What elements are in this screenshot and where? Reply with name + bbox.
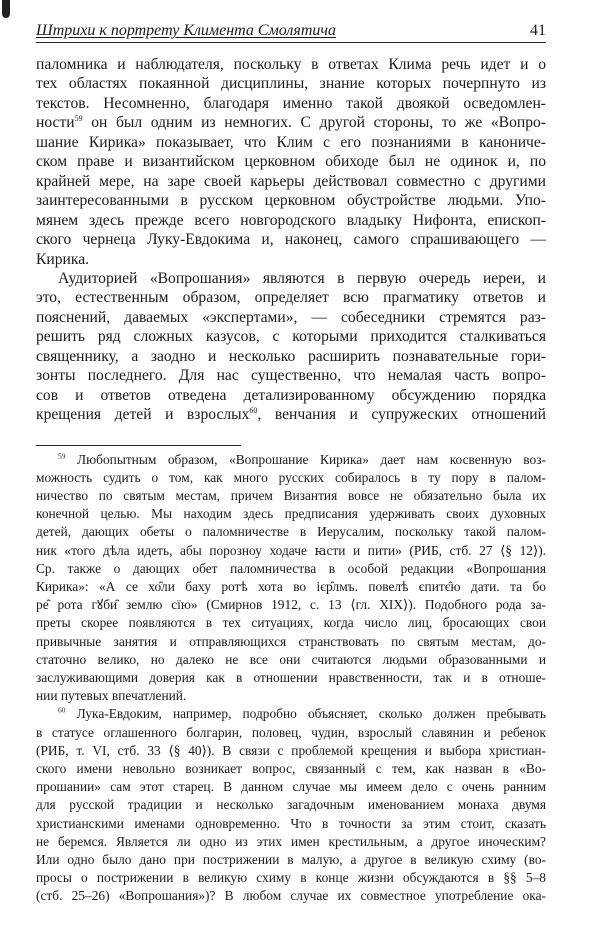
- text-line: [36, 687, 546, 705]
- text-line: [36, 505, 546, 523]
- text-segment: крайней мере, на заре своей карьеры действовал совместно с другими: [36, 172, 546, 190]
- text-segment: статочно велико, но далеко не все они считаются людьми образованными и: [36, 651, 546, 667]
- text-line: [36, 614, 546, 632]
- text-line: [36, 578, 546, 596]
- text-line: [36, 887, 546, 905]
- text-segment: священнику, а заодно и несколько расширить познавательные гори-: [36, 347, 546, 365]
- text-line: [36, 55, 546, 74]
- text-segment: тех областях покаянной дисциплины, знание которых почерпнуто из: [36, 75, 546, 93]
- text-line: [36, 74, 546, 93]
- text-line: [36, 386, 546, 405]
- text-line: [36, 451, 546, 469]
- text-segment: ник «того дѣла идеть, абы порозноу ходаче ꙗсти и пити» (РИБ, стб. 27 ⟨§ 12⟩).: [36, 542, 546, 558]
- text-line: [36, 560, 546, 578]
- text-segment: Лука-Евдоким, например, подробно объясняет, сколько должен пребывать: [65, 706, 546, 722]
- text-segment: ре̑ рота гꙋби̑ землю сїю» (Смирнов 1912, с. 13 ⟨гл. XIX⟩). Подобного рода за-: [36, 597, 546, 613]
- text-line: [36, 191, 546, 210]
- text-segment: крещения детей и взрослых: [36, 406, 250, 424]
- text-line: [36, 724, 546, 742]
- text-segment: нии путевых впечатлений.: [36, 688, 187, 704]
- text-segment: ском праве и византийском церковном обиходе был не одинок и, по: [36, 153, 546, 171]
- text-segment: ничество по святым местам, причем Византия вовсе не обязательно была их: [36, 488, 546, 504]
- text-segment: заинтересованными в русском церковном обустройстве людьми. Упо-: [36, 192, 546, 210]
- text-segment: просы о пострижении в великую схиму в конце жизни обсуждаются в §§ 5–8: [36, 870, 546, 886]
- text-line: [36, 469, 546, 487]
- text-line: [36, 542, 546, 560]
- footnote-marker: 60: [58, 705, 66, 715]
- text-segment: заслуживающими доверия как в отношении нравственности, так и в отноше-: [36, 670, 546, 686]
- text-segment: (стб. 25–26) «Вопрошания»)? В любом случае их совместное употребление ока-: [36, 888, 546, 904]
- text-line: [36, 288, 546, 307]
- text-line: [36, 778, 546, 796]
- text-segment: пояснений, даваемых «экспертами», — собеседники стремятся раз-: [36, 308, 546, 326]
- text-line: [36, 742, 546, 760]
- text-segment: ности: [36, 114, 75, 132]
- text-line: [36, 211, 546, 230]
- text-segment: сов и ответов отведена детализированному обсуждению порядка: [36, 386, 546, 404]
- text-segment: зонты последнего. Для нас существенно, что немалая часть вопро-: [36, 367, 546, 385]
- text-segment: прошании» сам этот старец. В данном случае мы имеем дело с очень ранним: [36, 779, 546, 795]
- text-line: [36, 523, 546, 541]
- text-segment: в статусе оглашенного болгарин, половец, чудин, взрослый славянин и ребенок: [36, 724, 546, 740]
- text-line: [36, 815, 546, 833]
- text-line: [36, 230, 546, 249]
- text-line: [36, 705, 546, 723]
- text-line: [36, 405, 546, 424]
- body-text: [36, 55, 546, 425]
- text-line: [36, 308, 546, 327]
- text-line: [36, 487, 546, 505]
- text-line: [36, 851, 546, 869]
- text-line: [36, 633, 546, 651]
- text-line: [36, 94, 546, 113]
- text-segment: шание Кирика» показывает, что Клим с его познаниями в канониче-: [36, 133, 546, 151]
- text-segment: Или одно было дано при пострижении в малую, а другое в великую схиму (во-: [36, 852, 546, 868]
- page-number: 41: [530, 22, 546, 39]
- footnote-marker: 59: [74, 114, 83, 124]
- text-segment: можность судить о том, как много русских собиралось в ту пору в палом-: [36, 469, 546, 485]
- text-line: [36, 869, 546, 887]
- page: [36, 0, 546, 926]
- text-segment: он был одним из немногих. С другой стороны, то же «Вопро-: [82, 114, 546, 132]
- text-segment: , венчания и супружеских отношений: [257, 406, 546, 424]
- text-line: [36, 833, 546, 851]
- text-segment: мянем здесь прежде всего новгородского владыку Нифонта, епископ-: [36, 211, 546, 229]
- text-line: [36, 269, 546, 288]
- text-segment: текстов. Несомненно, благодаря именно такой двоякой осведомлен-: [36, 94, 546, 112]
- scan-artifact: [2, 0, 10, 18]
- text-line: [36, 347, 546, 366]
- text-line: [36, 669, 546, 687]
- text-segment: привычные занятия и отправляющихся странствовать по святым местам, до-: [36, 633, 546, 649]
- footnotes: [36, 451, 546, 906]
- text-segment: конечной целью. Мы находим здесь предписания удерживать своих духовных: [36, 506, 546, 522]
- text-line: [36, 760, 546, 778]
- text-segment: Кирика.: [36, 250, 90, 268]
- text-segment: это, естественным образом, определяет всю прагматику ответов и: [36, 289, 546, 307]
- text-line: [36, 596, 546, 614]
- text-segment: Любопытным образом, «Вопрошание Кирика» дает нам косвенную воз-: [65, 451, 546, 467]
- text-segment: Аудиторией «Вопрошания» являются в первую очередь иереи, и: [58, 269, 546, 287]
- text-line: [36, 366, 546, 385]
- text-line: [36, 152, 546, 171]
- text-line: [36, 327, 546, 346]
- text-segment: Ср. также о дающих обет паломничества в особой редакции «Вопрошания: [36, 560, 546, 576]
- text-segment: Кирика»: «А се хо̑ли баху ротѣ хота во ієр̑лмъ. повелѣ єпитє̑ю дати. та бо: [36, 579, 546, 595]
- text-line: [36, 133, 546, 152]
- text-line: [36, 113, 546, 132]
- text-segment: ского чернеца Луку-Евдокима и, наконец, самого спрашивающего —: [36, 231, 546, 249]
- footnote-marker: 60: [249, 405, 258, 415]
- text-segment: (РИБ, т. VI, стб. 33 ⟨§ 40⟩). В связи с проблемой крещения и выбора христиан-: [36, 742, 546, 758]
- text-line: [36, 796, 546, 814]
- text-line: [36, 172, 546, 191]
- footnote-marker: 59: [58, 451, 66, 461]
- text-segment: для русской традиции и несколько загадочным именованием монаха двумя: [36, 797, 546, 813]
- text-segment: ского имени невольно возникает вопрос, связанный с тем, как назван в «Во-: [36, 761, 546, 777]
- text-segment: преты скорее появляются в тех ситуациях, когда число лиц, бросающих свои: [36, 615, 546, 631]
- text-line: [36, 651, 546, 669]
- running-title: Штрихи к портрету Климента Смолятича: [36, 22, 337, 39]
- footnote-divider: [36, 445, 241, 446]
- text-segment: решить ряд сложных казусов, с которыми приходится сталкиваться: [36, 328, 546, 346]
- text-segment: не беремся. Является ли одно из этих имен крестильным, а другое иноческим?: [36, 833, 546, 849]
- text-line: [36, 250, 546, 269]
- text-segment: паломника и наблюдателя, поскольку в ответах Клима речь идет и о: [36, 56, 546, 73]
- text-segment: христианскими именами одновременно. Что в точности за этим стоит, сказать: [36, 815, 546, 831]
- running-header: [36, 22, 546, 43]
- text-segment: детей, дающих обеты о паломничестве в Иерусалим, поскольку такой палом-: [36, 524, 546, 540]
